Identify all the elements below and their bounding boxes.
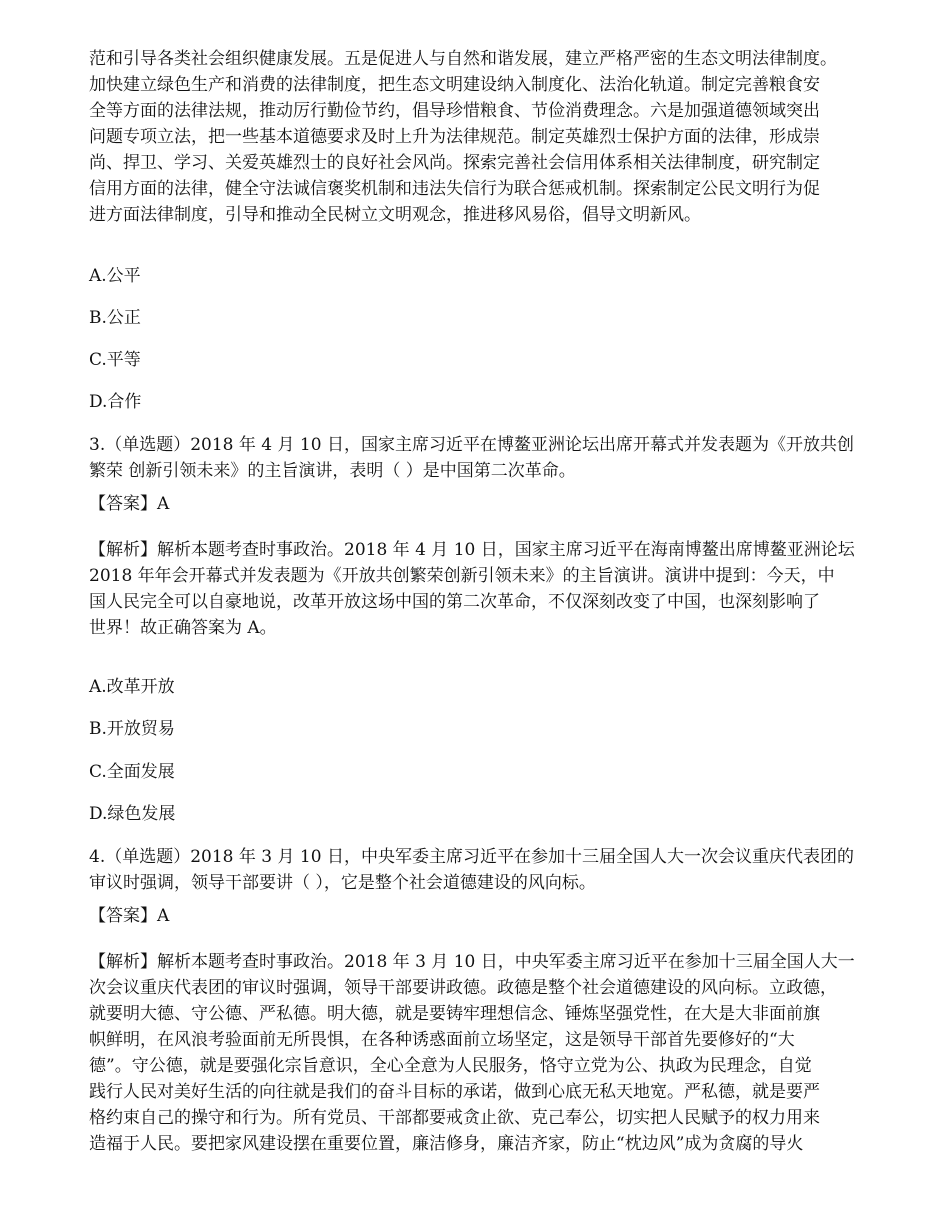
analysis-line: 国人民完全可以自豪地说，改革开放这场中国的第二次革命，不仅深刻改变了中国，也深刻影响了	[89, 592, 820, 612]
q3-analysis	[89, 537, 904, 641]
q3-question	[89, 432, 904, 484]
analysis-line: 世界！故正确答案为 A。	[89, 618, 277, 638]
analysis-line: 就要明大德、守公德、严私德。明大德，就是要铸牢理想信念、锤炼坚强党性，在大是大非面前旗	[89, 1004, 820, 1024]
paragraph-line: 尚、捍卫、学习、关爱英雄烈士的良好社会风尚。探索完善社会信用体系相关法律制度，研究制定	[89, 153, 820, 173]
paragraph-line: 进方面法律制度，引导和推动全民树立文明观念，推进移风易俗，倡导文明新风。	[89, 205, 701, 225]
analysis-line: 德”。守公德，就是要强化宗旨意识，全心全意为人民服务，恪守立党为公、执政为民理念，自觉	[89, 1056, 812, 1076]
q4-question	[89, 844, 904, 896]
paragraph-line: 全等方面的法律法规，推动厉行勤俭节约，倡导珍惜粮食、节俭消费理念。六是加强道德领域突出	[89, 101, 820, 121]
q3-option-c: C.全面发展	[89, 762, 175, 782]
analysis-line: 格约束自己的操守和行为。所有党员、干部都要戒贪止欲、克己奉公，切实把人民赋予的权力用来	[89, 1108, 820, 1128]
analysis-line: 2018 年年会开幕式并发表题为《开放共创繁荣创新引领未来》的主旨演讲。演讲中提到：今天，中	[89, 566, 835, 586]
analysis-line: 帜鲜明，在风浪考验面前无所畏惧，在各种诱惑面前立场坚定，这是领导干部首先要修好的“大	[89, 1030, 795, 1050]
analysis-line: 【解析】解析本题考查时事政治。2018 年 4 月 10 日，国家主席习近平在海南博鳌出席博鳌亚洲论坛	[89, 540, 855, 560]
question-line: 3.（单选题）2018 年 4 月 10 日，国家主席习近平在博鳌亚洲论坛出席开幕式并发表题为《开放共创	[89, 435, 854, 455]
analysis-line: 次会议重庆代表团的审议时强调，领导干部要讲政德。政德是整个社会道德建设的风向标。立政德，	[89, 978, 837, 998]
q3-answer: 【答案】A	[89, 494, 170, 514]
paragraph-line: 信用方面的法律，健全守法诚信褒奖机制和违法失信行为联合惩戒机制。探索制定公民文明行为促	[89, 179, 820, 199]
paragraph-line: 问题专项立法，把一些基本道德要求及时上升为法律规范。制定英雄烈士保护方面的法律，形成崇	[89, 127, 820, 147]
analysis-line: 【解析】解析本题考查时事政治。2018 年 3 月 10 日，中央军委主席习近平在参加十三届全国人大一	[89, 952, 855, 972]
q2-option-c: C.平等	[89, 350, 141, 370]
q4-analysis	[89, 949, 904, 1157]
q3-option-a: A.改革开放	[89, 677, 175, 697]
q2-option-d: D.合作	[89, 392, 142, 412]
paragraph-line: 范和引导各类社会组织健康发展。五是促进人与自然和谐发展，建立严格严密的生态文明法律制度。	[89, 49, 837, 69]
question-line: 审议时强调，领导干部要讲（ ），它是整个社会道德建设的风向标。	[89, 873, 596, 893]
analysis-line: 践行人民对美好生活的向往就是我们的奋斗目标的承诺，做到心底无私天地宽。严私德，就是要严	[89, 1082, 820, 1102]
q2-option-b: B.公正	[89, 308, 141, 328]
q4-answer: 【答案】A	[89, 906, 170, 926]
q3-option-d: D.绿色发展	[89, 804, 176, 824]
question-line: 繁荣 创新引领未来》的主旨演讲，表明（ ）是中国第二次革命。	[89, 461, 576, 481]
paragraph-line: 加快建立绿色生产和消费的法律制度，把生态文明建设纳入制度化、法治化轨道。制定完善粮食安	[89, 75, 820, 95]
intro-paragraph	[89, 46, 904, 228]
analysis-line: 造福于人民。要把家风建设摆在重要位置，廉洁修身，廉洁齐家，防止“枕边风”成为贪腐的导火	[89, 1134, 804, 1154]
q2-option-a: A.公平	[89, 266, 141, 286]
question-line: 4.（单选题）2018 年 3 月 10 日，中央军委主席习近平在参加十三届全国人大一次会议重庆代表团的	[89, 847, 854, 867]
q3-option-b: B.开放贸易	[89, 719, 175, 739]
